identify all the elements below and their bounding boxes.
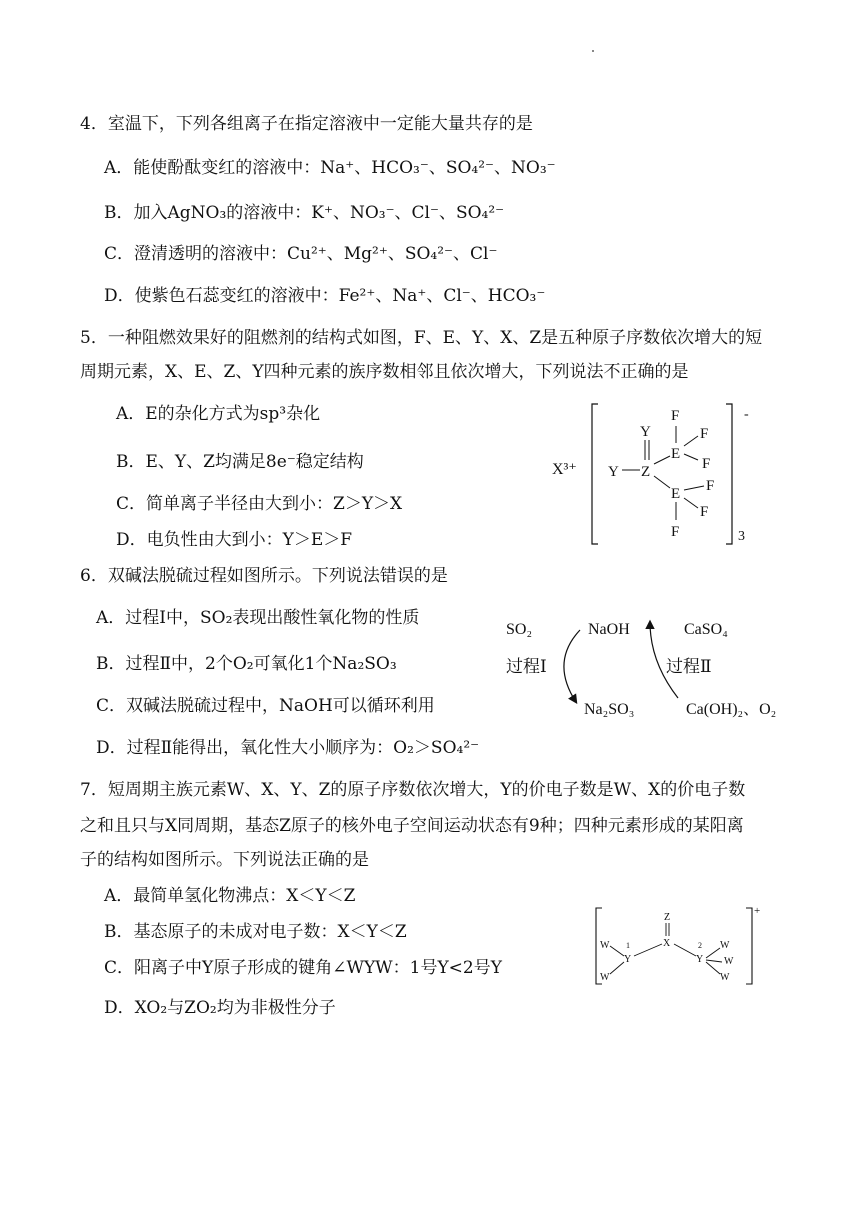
- atom-f5: F: [700, 504, 709, 520]
- q6-option-d: D．过程Ⅱ能得出，氧化性大小顺序为：O₂＞SO₄²⁻: [96, 738, 480, 758]
- bond-z-e2: [654, 476, 670, 488]
- q7-stem-line1: 7．短周期主族元素W、X、Y、Z的原子序数依次增大，Y的价电子数是W、X的价电子数: [80, 780, 746, 800]
- q7-stem-line2: 之和且只与X同周期，基态Z原子的核外电子空间运动状态有9种；四种元素形成的某阳离: [80, 816, 744, 836]
- bond-e1-f2: [684, 436, 698, 446]
- q7-option-b: B．基态原子的未成对电子数：X＜Y＜Z: [104, 922, 407, 942]
- q5-stem-line2: 周期元素，X、E、Z、Y四种元素的族序数相邻且依次增大，下列说法不正确的是: [80, 362, 689, 382]
- atom-f6: F: [671, 524, 680, 540]
- q4-option-d: D．使紫色石蕊变红的溶液中：Fe²⁺、Na⁺、Cl⁻、HCO₃⁻: [104, 286, 546, 306]
- label-naoh: NaOH: [588, 621, 630, 638]
- label-so2: SO₂: [506, 621, 533, 638]
- q5-count: 3: [738, 529, 745, 544]
- label-caoh2-o2: Ca(OH)₂、O₂: [686, 701, 777, 718]
- q6-stem: 6．双碱法脱硫过程如图所示。下列说法错误的是: [80, 566, 448, 586]
- bond-e2-f4: [684, 486, 704, 490]
- atom-y-top: Y: [640, 424, 651, 440]
- q5-cation: X³⁺: [552, 461, 577, 478]
- atom-f3: F: [702, 456, 711, 472]
- q5-option-c: C．简单离子半径由大到小：Z＞Y＞X: [116, 494, 403, 514]
- q7-option-d: D．XO₂与ZO₂均为非极性分子: [104, 998, 336, 1018]
- q5-charge: -: [744, 407, 749, 422]
- left-bracket: [592, 404, 598, 544]
- atom-w3: W: [720, 940, 730, 951]
- atom-f4: F: [706, 478, 715, 494]
- right-bracket: [746, 908, 752, 984]
- q7-charge: +: [754, 905, 761, 917]
- q6-option-b: B．过程Ⅱ中，2个O₂可氧化1个Na₂SO₃: [96, 654, 397, 674]
- atom-y2: Y: [696, 954, 704, 965]
- atom-w1: W: [600, 940, 610, 951]
- q4-option-b: B．加入AgNO₃的溶液中：K⁺、NO₃⁻、Cl⁻、SO₄²⁻: [104, 203, 505, 223]
- q5-option-a: A．E的杂化方式为sp³杂化: [116, 404, 321, 424]
- bond-z-e1: [654, 456, 670, 464]
- bond-e1-f3: [684, 454, 698, 460]
- bond-e2-f5: [684, 498, 698, 508]
- scan-dot: [592, 50, 594, 52]
- atom-z: Z: [664, 912, 671, 923]
- atom-e1: E: [671, 446, 681, 462]
- right-bracket: [726, 404, 732, 544]
- atom-w2: W: [600, 972, 610, 983]
- q4-stem: 4．室温下，下列各组离子在指定溶液中一定能大量共存的是: [80, 114, 533, 134]
- atom-y-left: Y: [608, 464, 619, 480]
- q4-option-a: A．能使酚酞变红的溶液中：Na⁺、HCO₃⁻、SO₄²⁻、NO₃⁻: [104, 158, 556, 178]
- q6-cycle-figure: [500, 610, 800, 722]
- q6-option-c: C．双碱法脱硫过程中，NaOH可以循环利用: [96, 696, 435, 716]
- arrow-process-1: [564, 630, 580, 702]
- atom-w4: W: [724, 956, 734, 967]
- label-na2so3: Na₂SO₃: [584, 701, 635, 718]
- atom-f2: F: [700, 426, 709, 442]
- q4-option-c: C．澄清透明的溶液中：Cu²⁺、Mg²⁺、SO₄²⁻、Cl⁻: [104, 244, 498, 264]
- atom-x: X: [663, 938, 671, 949]
- q5-option-b: B．E、Y、Z均满足8e⁻稳定结构: [116, 452, 364, 472]
- label-process-1: 过程Ⅰ: [506, 657, 547, 676]
- q7-option-c: C．阳离子中Y原子形成的键角∠WYW：1号Y<2号Y: [104, 958, 502, 978]
- q5-option-d: D．电负性由大到小：Y＞E＞F: [116, 530, 353, 550]
- q5-structure-figure: [550, 398, 770, 550]
- label-2: 2: [698, 941, 702, 950]
- atom-z: Z: [641, 464, 651, 480]
- label-process-2: 过程Ⅱ: [666, 657, 712, 676]
- q5-stem-line1: 5．一种阻燃效果好的阻燃剂的结构式如图，F、E、Y、X、Z是五种原子序数依次增大的短: [80, 328, 763, 348]
- atom-y1: Y: [624, 954, 632, 965]
- q7-option-a: A．最简单氢化物沸点：X＜Y＜Z: [104, 886, 356, 906]
- q7-stem-line3: 子的结构如图所示。下列说法正确的是: [80, 850, 369, 870]
- label-caso4: CaSO₄: [684, 621, 728, 638]
- q7-cation-figure: [590, 904, 766, 988]
- atom-f1: F: [671, 408, 680, 424]
- atom-e2: E: [671, 486, 681, 502]
- atom-w5: W: [720, 972, 730, 983]
- q6-option-a: A．过程Ⅰ中，SO₂表现出酸性氧化物的性质: [96, 608, 420, 628]
- label-1: 1: [626, 941, 630, 950]
